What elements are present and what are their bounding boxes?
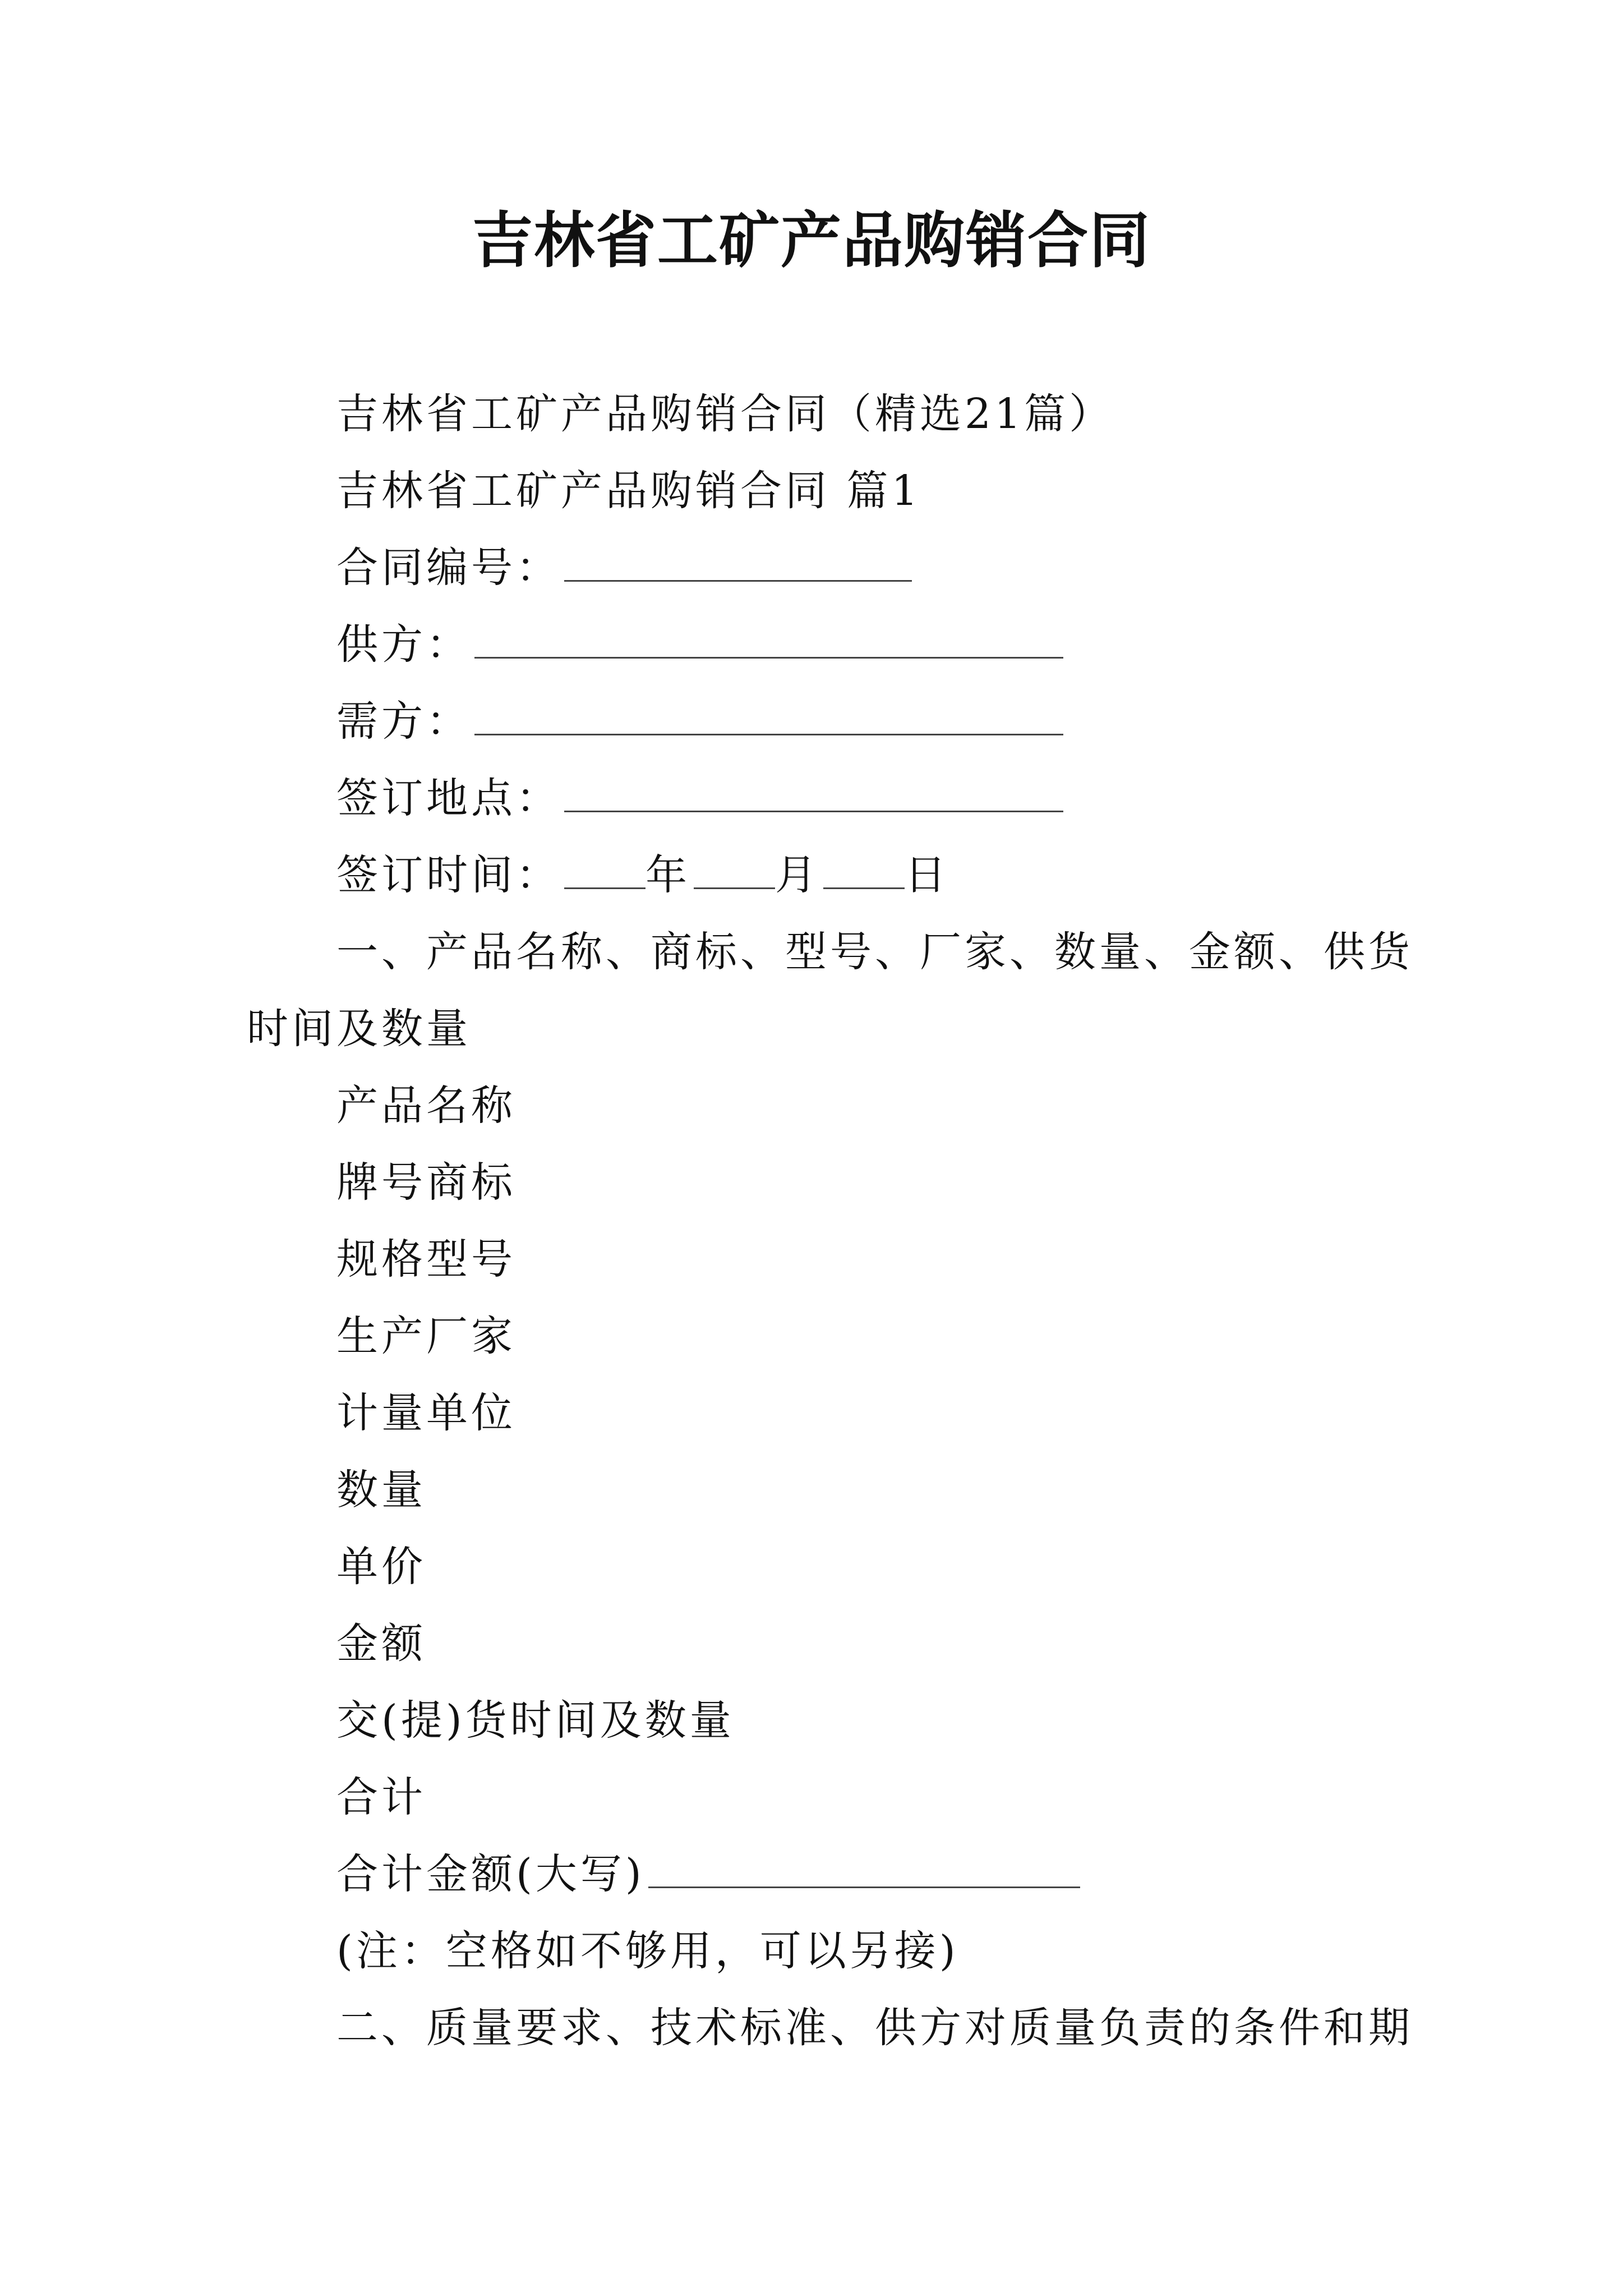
sign-place-blank bbox=[564, 776, 1063, 812]
total-amount-blank bbox=[648, 1852, 1080, 1888]
table-item: 单价 bbox=[336, 1543, 426, 1591]
buyer-blank bbox=[474, 699, 1063, 735]
table-item: 交(提)货时间及数量 bbox=[336, 1696, 735, 1745]
document-title: 吉林省工矿产品购销合同 bbox=[472, 206, 1151, 276]
total-amount-label: 合计金额(大写) bbox=[336, 1850, 645, 1898]
supplier-label: 供方： bbox=[336, 620, 471, 669]
table-item: 产品名称 bbox=[336, 1082, 516, 1130]
contract-no-row bbox=[336, 541, 912, 595]
contract-no-label: 合同编号： bbox=[336, 544, 561, 592]
section-heading: 吉林省工矿产品购销合同 篇1 bbox=[336, 467, 921, 515]
day-blank bbox=[823, 853, 905, 889]
table-item: 牌号商标 bbox=[336, 1158, 516, 1207]
note-text: (注：空格如不够用，可以另接) bbox=[336, 1927, 959, 1975]
supplier-row bbox=[336, 618, 1063, 671]
sign-time-label: 签订时间： bbox=[336, 851, 561, 899]
buyer-row bbox=[336, 694, 1063, 748]
document-subtitle: 吉林省工矿产品购销合同（精选21篇） bbox=[336, 390, 1114, 438]
table-item: 金额 bbox=[336, 1619, 426, 1668]
table-item: 数量 bbox=[336, 1466, 426, 1514]
buyer-label: 需方： bbox=[336, 697, 471, 746]
day-label: 日 bbox=[905, 851, 949, 899]
clause1-line2: 时间及数量 bbox=[247, 1005, 471, 1053]
contract-no-blank bbox=[564, 545, 912, 582]
year-label: 年 bbox=[645, 851, 690, 899]
month-label: 月 bbox=[775, 851, 820, 899]
total-amount-row bbox=[336, 1847, 1080, 1901]
table-item: 计量单位 bbox=[336, 1389, 516, 1437]
sign-time-row bbox=[336, 848, 949, 902]
clause1-line1: 一、产品名称、商标、型号、厂家、数量、金额、供货 bbox=[336, 928, 1413, 976]
clause2-line1: 二、质量要求、技术标准、供方对质量负责的条件和期 bbox=[336, 2004, 1413, 2052]
supplier-blank bbox=[474, 622, 1063, 659]
table-item: 生产厂家 bbox=[336, 1312, 516, 1360]
table-item: 规格型号 bbox=[336, 1235, 516, 1283]
month-blank bbox=[694, 853, 775, 889]
sign-place-row bbox=[336, 771, 1063, 825]
table-item: 合计 bbox=[336, 1773, 426, 1821]
year-blank bbox=[564, 853, 645, 889]
sign-place-label: 签订地点： bbox=[336, 774, 561, 822]
